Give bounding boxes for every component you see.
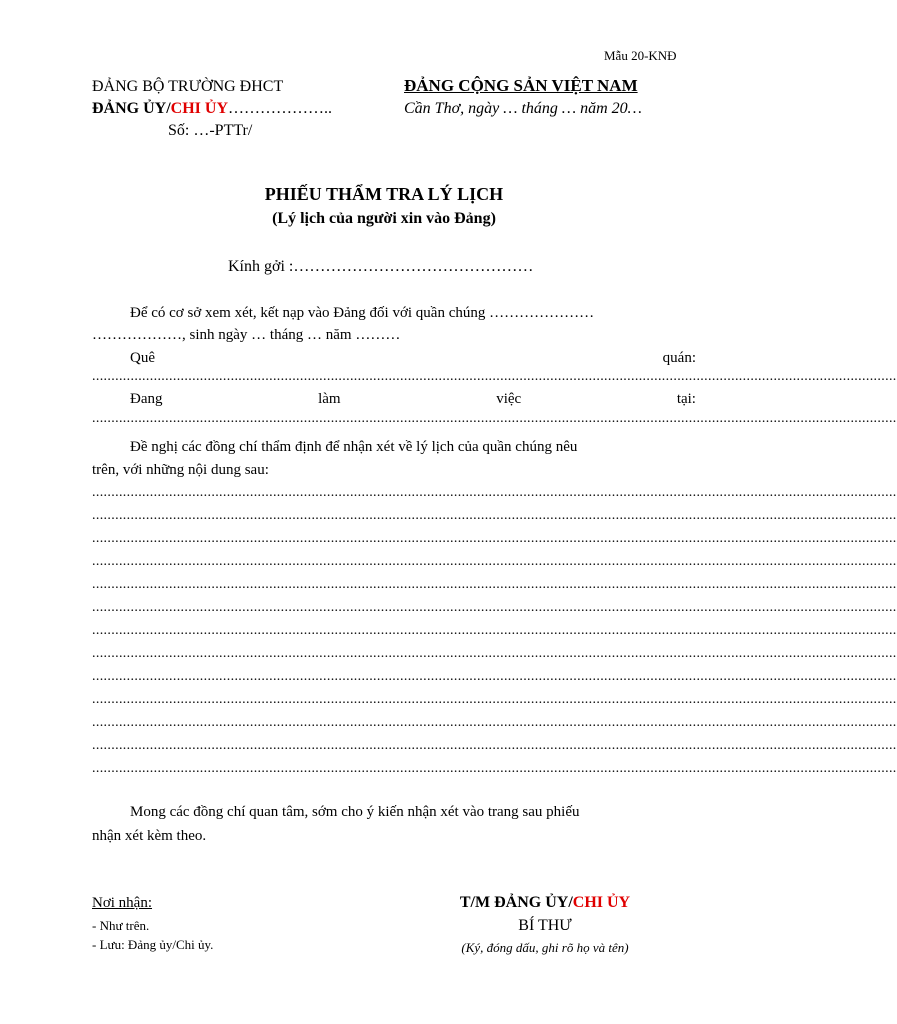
para2-line1: Đề nghị các đồng chí thẩm định để nhận xét về lý lịch của quần chúng nêu	[130, 439, 578, 455]
hometown-word1: Quê	[130, 350, 155, 366]
content-dots-line: .................................................................................................................................................................................................................	[92, 669, 897, 684]
greeting: Kính gởi :………………………………………	[228, 258, 534, 275]
content-dots-line: .................................................................................................................................................................................................................	[92, 485, 897, 500]
signature-prefix: T/M ĐẢNG ỦY/	[459, 894, 573, 911]
place-date: Cần Thơ, ngày … tháng … năm 20…	[404, 100, 642, 117]
content-dots-line: .................................................................................................................................................................................................................	[92, 692, 897, 707]
content-dots-line: .................................................................................................................................................................................................................	[92, 623, 897, 638]
hometown-line	[92, 350, 696, 367]
workplace-word1: Đang	[130, 391, 163, 407]
signature-note: (Ký, đóng dấu, ghi rõ họ và tên)	[461, 940, 629, 955]
para1-line2: ………………, sinh ngày … tháng … năm ………	[92, 327, 401, 343]
party-name: ĐẢNG CỘNG SẢN VIỆT NAM	[404, 76, 638, 95]
page-title: PHIẾU THẨM TRA LÝ LỊCH	[264, 184, 504, 204]
closing-line2: nhận xét kèm theo.	[92, 828, 207, 844]
committee-red: CHI ỦY	[170, 100, 229, 117]
closing-line1: Mong các đồng chí quan tâm, sớm cho ý kiến nhận xét vào trang sau phiếu	[130, 804, 580, 820]
committee-dots: ………………..	[228, 100, 333, 117]
para1-line1: Để có cơ sở xem xét, kết nạp vào Đảng đối với quần chúng …………………	[130, 305, 595, 321]
content-dots-line: .................................................................................................................................................................................................................	[92, 577, 897, 592]
org-name: ĐẢNG BỘ TRƯỜNG ĐHCT	[92, 78, 284, 95]
content-dots-line: .................................................................................................................................................................................................................	[92, 554, 897, 569]
para2-line2: trên, với những nội dung sau:	[92, 462, 269, 478]
recipients-heading: Nơi nhận:	[92, 895, 153, 911]
committee-line	[92, 100, 332, 118]
content-dots-line: .................................................................................................................................................................................................................	[92, 761, 897, 776]
hometown-word2: quán:	[662, 350, 696, 366]
workplace-word3: việc	[496, 391, 522, 407]
recipient-item: - Như trên.	[92, 918, 150, 933]
signature-red: CHI ỦY	[572, 894, 631, 911]
signature-title	[400, 894, 690, 912]
content-dots-line: .................................................................................................................................................................................................................	[92, 646, 897, 661]
workplace-line	[92, 391, 696, 408]
page-subtitle: (Lý lịch của người xin vào Đảng)	[272, 210, 496, 227]
committee-prefix: ĐẢNG ỦY/	[92, 100, 171, 117]
signature-role: BÍ THƯ	[518, 917, 572, 934]
content-dots-line: .................................................................................................................................................................................................................	[92, 738, 897, 753]
workplace-word4: tại:	[676, 391, 696, 407]
recipient-item: - Lưu: Đảng ủy/Chi ủy.	[92, 937, 214, 952]
content-dots-line: .................................................................................................................................................................................................................	[92, 600, 897, 615]
workplace-dots: .................................................................................................................................................................................................................	[92, 411, 897, 426]
content-dots-line: .................................................................................................................................................................................................................	[92, 508, 897, 523]
content-dots-line: .................................................................................................................................................................................................................	[92, 531, 897, 546]
form-code: Mẫu 20-KNĐ	[604, 48, 677, 63]
workplace-word2: làm	[318, 391, 341, 407]
content-dots-line: .................................................................................................................................................................................................................	[92, 715, 897, 730]
hometown-dots: .................................................................................................................................................................................................................	[92, 369, 897, 384]
document-number: Số: …-PTTr/	[168, 122, 253, 139]
